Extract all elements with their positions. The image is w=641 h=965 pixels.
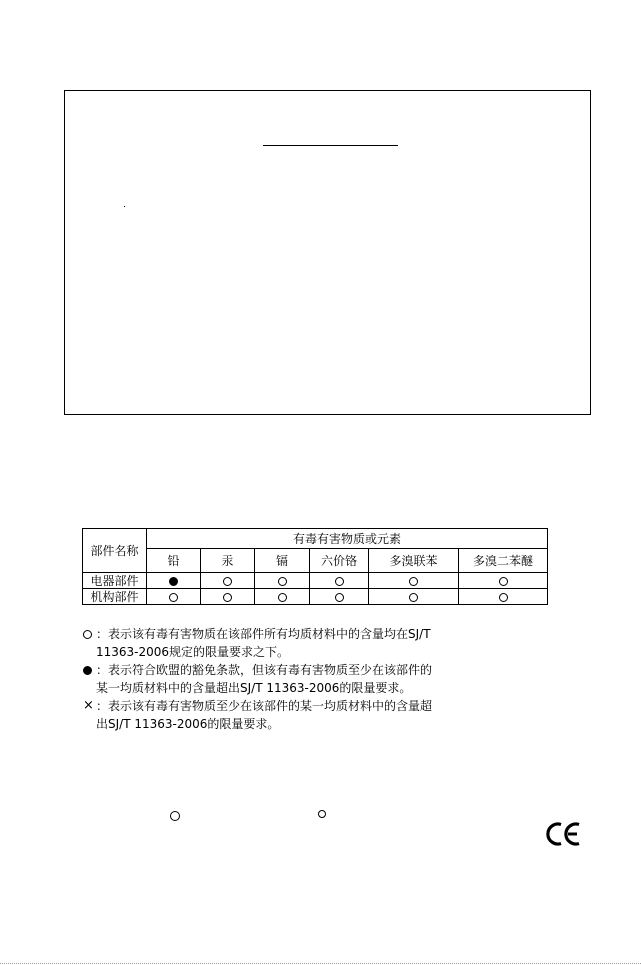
legend-cross: × ： 表示该有毒有害物质至少在该部件的某一均质材料中的含量超 [83,697,483,715]
blank-frame-box [64,90,591,415]
substance-header: 镉 [255,549,310,573]
status-cell [310,573,369,589]
open-circle-icon [335,593,344,602]
open-circle-icon [499,593,508,602]
open-circle-icon [499,577,508,586]
substances-group-header: 有毒有害物质或元素 [147,529,548,549]
dot-mark [124,206,125,207]
legend-text: 某一均质材料中的含量超出SJ/T 11363-2006的限量要求。 [96,681,412,695]
status-cell [310,589,369,605]
filled-circle-icon [169,577,178,586]
filled-circle-icon [83,666,92,675]
open-circle-icon [278,577,287,586]
substance-header: 多溴联苯 [369,549,459,573]
table-row [83,589,548,605]
open-circle-icon [409,593,418,602]
status-cell [459,589,548,605]
title-underline [263,145,398,146]
page-edge-line [0,963,641,964]
open-circle-icon [223,593,232,602]
status-cell [147,573,201,589]
substance-header: 六价铬 [310,549,369,573]
open-circle-icon [169,593,178,602]
status-cell [369,573,459,589]
legend-filled-circle: ： 表示符合欧盟的豁免条款，但该有毒有害物质至少在该部件的 [83,661,483,679]
legend [83,625,483,733]
status-cell [459,573,548,589]
part-name-header: 部件名称 [83,529,147,573]
table-row [83,573,548,589]
legend-text: 表示符合欧盟的豁免条款，但该有毒有害物质至少在该部件的 [108,663,433,677]
open-circle-icon [223,577,232,586]
status-cell [147,589,201,605]
status-cell [255,573,310,589]
legend-text: 表示该有毒有害物质至少在该部件的某一均质材料中的含量超 [108,699,433,713]
status-cell [201,589,255,605]
status-cell [369,589,459,605]
part-name-cell: 电器部件 [83,573,147,589]
legend-open-circle: ： 表示该有毒有害物质在该部件所有均质材料中的含量均在SJ/T [83,625,483,643]
status-cell [255,589,310,605]
ce-mark-icon [546,820,582,848]
circle-mark [170,811,180,821]
open-circle-icon [83,630,92,639]
legend-text: 11363-2006规定的限量要求之下。 [96,645,290,659]
part-name-cell: 机构部件 [83,589,147,605]
circle-mark [318,810,326,818]
legend-text: 表示该有毒有害物质在该部件所有均质材料中的含量均在SJ/T [108,627,431,641]
cross-icon: × [83,698,94,713]
legend-text: 出SJ/T 11363-2006的限量要求。 [96,717,280,731]
hazardous-substances-table [82,528,548,605]
substance-header: 铅 [147,549,201,573]
substance-header: 多溴二苯醚 [459,549,548,573]
open-circle-icon [278,593,287,602]
status-cell [201,573,255,589]
open-circle-icon [409,577,418,586]
open-circle-icon [335,577,344,586]
substance-header: 汞 [201,549,255,573]
